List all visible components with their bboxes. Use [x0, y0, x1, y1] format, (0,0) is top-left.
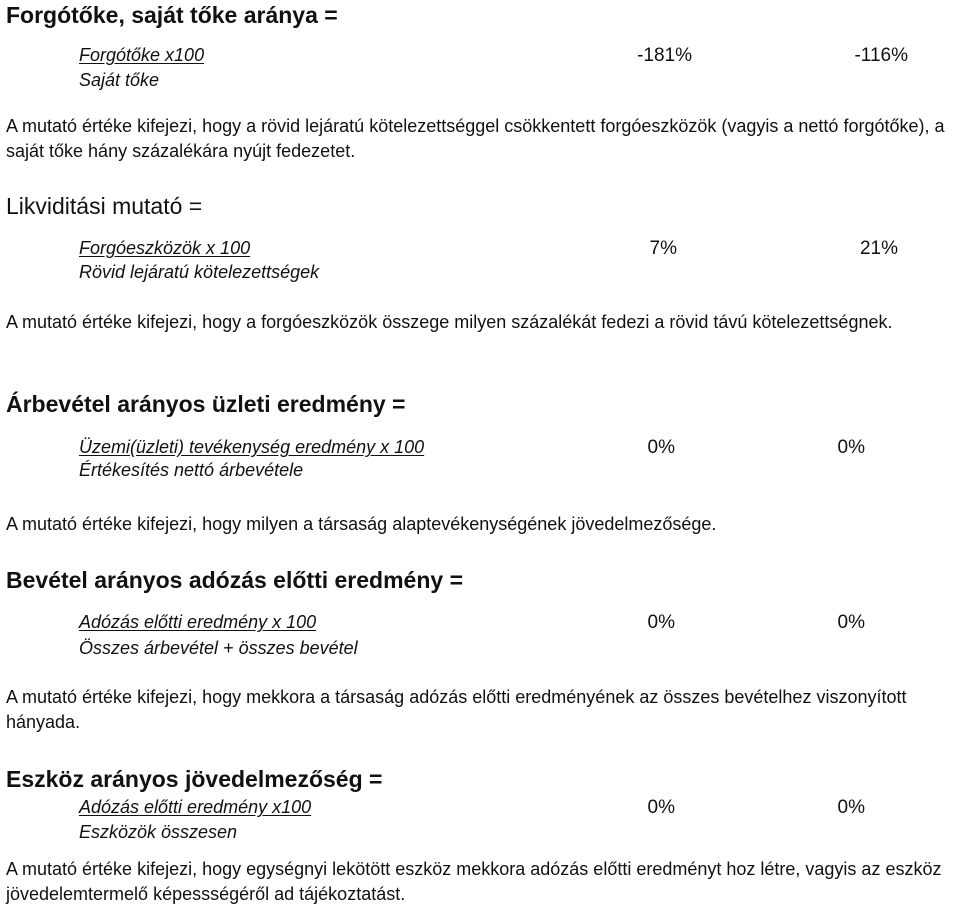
section-description: A mutató értéke kifejezi, hogy egységnyi lekötött eszköz mekkora adózás előtti eredményt hoz létre, vagyis az eszköz jövedelemtermelő képessségéről ad tájékoztatást. [6, 859, 942, 904]
formula-numerator: Üzemi(üzleti) tevékenység eredmény x 100 [79, 437, 425, 457]
value-year-2: 0% [837, 437, 865, 458]
value-year-2: 0% [837, 612, 865, 633]
formula-denominator: Eszközök összesen [79, 822, 238, 842]
value-year-2: 0% [837, 797, 865, 818]
formula-numerator: Adózás előtti eredmény x 100 [79, 612, 317, 632]
section-title: Bevétel arányos adózás előtti eredmény = [6, 567, 464, 593]
formula-denominator: Összes árbevétel + összes bevétel [79, 638, 358, 658]
formula-numerator: Forgótőke x100 [79, 45, 205, 65]
value-year-1: 0% [647, 437, 675, 458]
value-year-1: 0% [647, 612, 675, 633]
section-description: A mutató értéke kifejezi, hogy a forgóeszközök összege milyen százalékát fedezi a rövid távú kötelezettségnek. [6, 312, 893, 332]
section-title: Árbevétel arányos üzleti eredmény = [6, 391, 406, 417]
section-description: A mutató értéke kifejezi, hogy milyen a társaság alaptevékenységének jövedelmezősége. [6, 514, 717, 534]
formula-denominator: Saját tőke [79, 70, 160, 90]
section-title: Eszköz arányos jövedelmezőség = [6, 766, 383, 792]
value-year-2: 21% [859, 238, 898, 259]
value-year-1: 0% [647, 797, 675, 818]
formula-numerator: Adózás előtti eredmény x100 [79, 797, 312, 817]
formula-denominator: Értékesítés nettó árbevétele [79, 460, 304, 480]
value-year-2: -116% [854, 45, 908, 66]
section-title: Forgótőke, saját tőke aránya = [6, 2, 338, 28]
value-year-1: 7% [649, 238, 677, 259]
section-description: A mutató értéke kifejezi, hogy a rövid lejáratú kötelezettséggel csökkentett forgóeszközök (vagyis a nettó forgótőke), a saját tőke hány százalékára nyújt fedezetet. [6, 116, 945, 161]
value-year-1: -181% [637, 45, 692, 66]
formula-denominator: Rövid lejáratú kötelezettségek [79, 262, 320, 282]
formula-numerator: Forgóeszközök x 100 [79, 238, 251, 258]
section-description: A mutató értéke kifejezi, hogy mekkora a társaság adózás előtti eredményének az összes bevételhez viszonyított hányada. [6, 687, 907, 732]
section-title: Likviditási mutató = [6, 193, 203, 219]
